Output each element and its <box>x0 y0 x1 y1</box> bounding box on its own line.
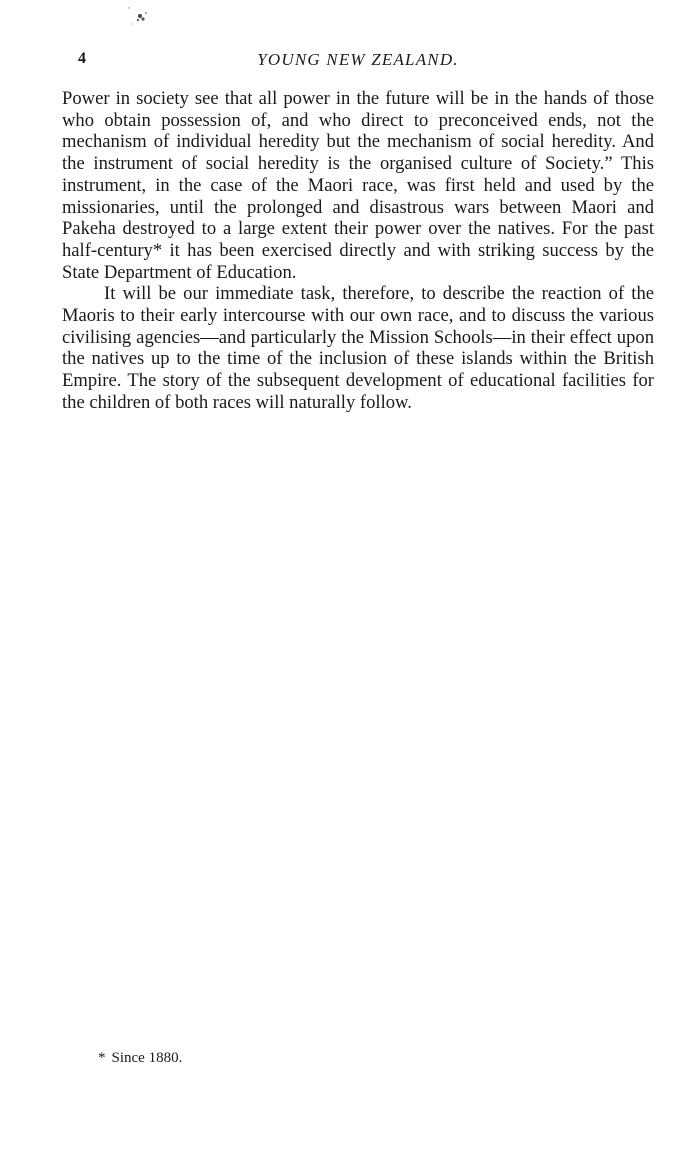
footnote-marker: * <box>98 1050 106 1066</box>
footnote <box>98 1050 182 1067</box>
page-number: 4 <box>78 50 86 67</box>
paragraph-1: Power in society see that all power in the future will be in the hands of those who obtain possession of, and who direct to preconceived ends, not the mechanism of individual heredity but the mechanism of social heredity. And the instrument of social heredity is the organised culture of Society.” This instrument, in the case of the Maori race, was first held and used by the missionaries, until the prolonged and disastrous wars between Maori and Pakeha destroyed to a large extent their power over the natives. For the past half-century* it has been exercised directly and with striking success by the State Department of Education. <box>62 88 654 283</box>
body-text <box>62 88 654 414</box>
page-header <box>62 50 654 74</box>
paragraph-2: It will be our immediate task, therefore, to describe the reaction of the Maoris to their early intercourse with our own race, and to discuss the various civilising agencies—and particularly the Mission Schools—in their effect upon the natives up to the time of the inclusion of these islands within the British Empire. The story of the subsequent development of educational facilities for the children of both races will naturally follow. <box>62 283 654 413</box>
footnote-text: Since 1880. <box>111 1050 183 1066</box>
running-title: YOUNG NEW ZEALAND. <box>257 50 459 69</box>
ink-speck-mark <box>126 4 156 30</box>
